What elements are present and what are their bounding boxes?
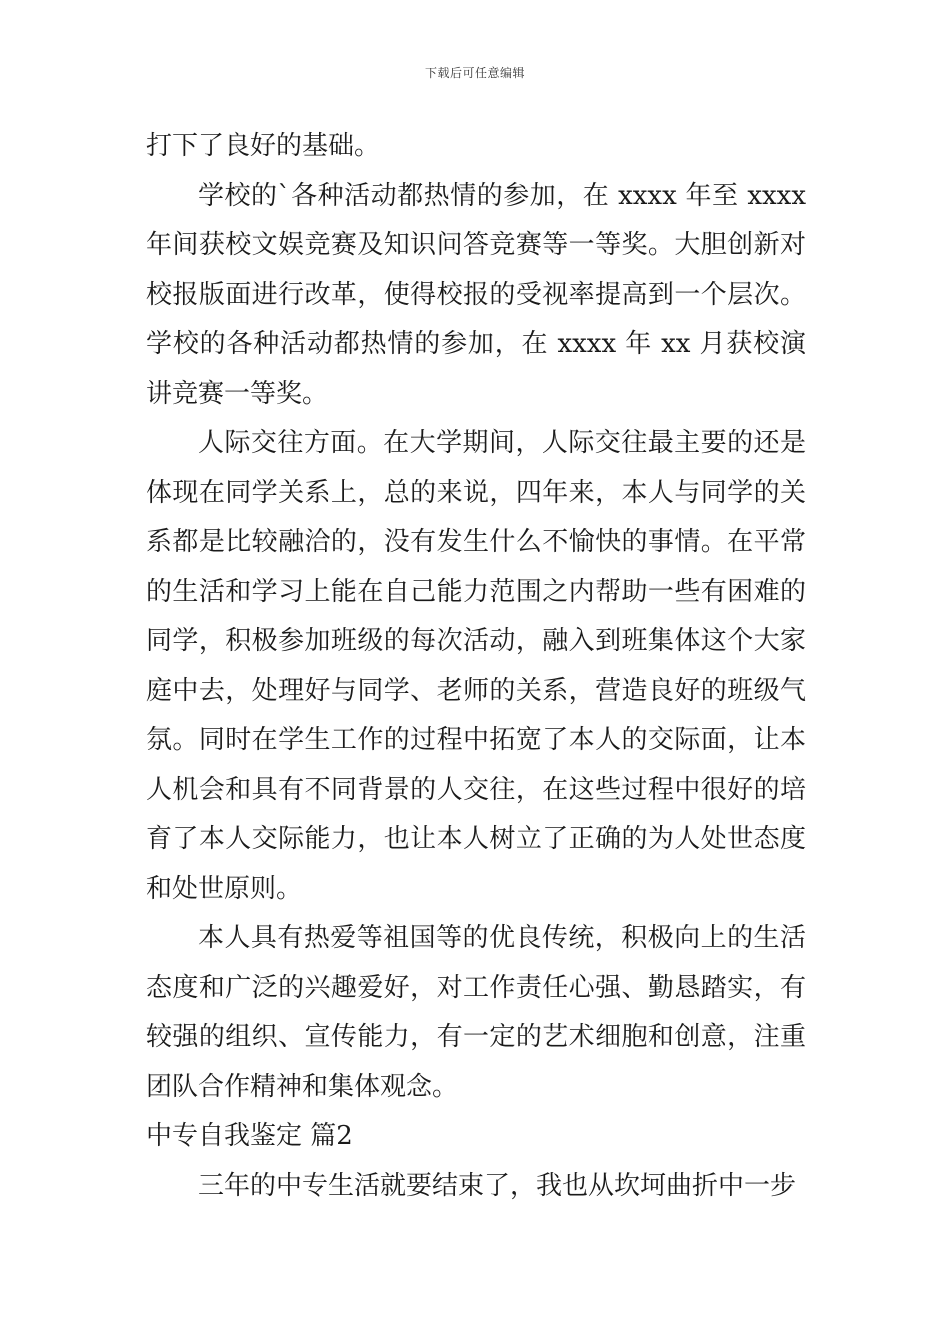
paragraph-personal-qualities: 本人具有热爱等祖国等的优良传统，积极向上的生活态度和广泛的兴趣爱好，对工作责任心强、勤恳踏实，有较强的组织、宣传能力，有一定的艺术细胞和创意，注重团队合作精神和集体观念。 — [146, 923, 806, 1102]
paragraph-interpersonal: 人际交往方面。在大学期间，人际交往最主要的还是体现在同学关系上，总的来说，四年来，本人与同学的关系都是比较融洽的，没有发生什么不愉快的事情。在平常的生活和学习上能在自己能力范围之内帮助一些有困难的同学，积极参加班级的每次活动，融入到班集体这个大家庭中去，处理好与同学、老师的关系，营造良好的班级气氛。同时在学生工作的过程中拓宽了本人的交际面，让本人机会和具有不同背景的人交往，在这些过程中很好的培育了本人交际能力，也让本人树立了正确的为人处世态度和处世原则。 — [146, 428, 806, 904]
paragraph-school-activities: 学校的`各种活动都热情的参加，在 xxxx 年至 xxxx 年间获校文娱竞赛及知识问答竞赛等一等奖。大胆创新对校报版面进行改革，使得校报的受视率提高到一个层次。学校的各种活动都热情的参加，在 xxxx 年 xx 月获校演讲竞赛一等奖。 — [146, 180, 806, 409]
section-heading: 中专自我鉴定 篇2 — [146, 1121, 353, 1151]
page-header-note: 下载后可任意编辑 — [424, 66, 525, 80]
paragraph-continuation: 打下了良好的基础。 — [146, 131, 381, 161]
paragraph-section-2-start: 三年的中专生活就要结束了，我也从坎坷曲折中一步 — [198, 1170, 797, 1201]
document-body — [146, 122, 806, 1211]
